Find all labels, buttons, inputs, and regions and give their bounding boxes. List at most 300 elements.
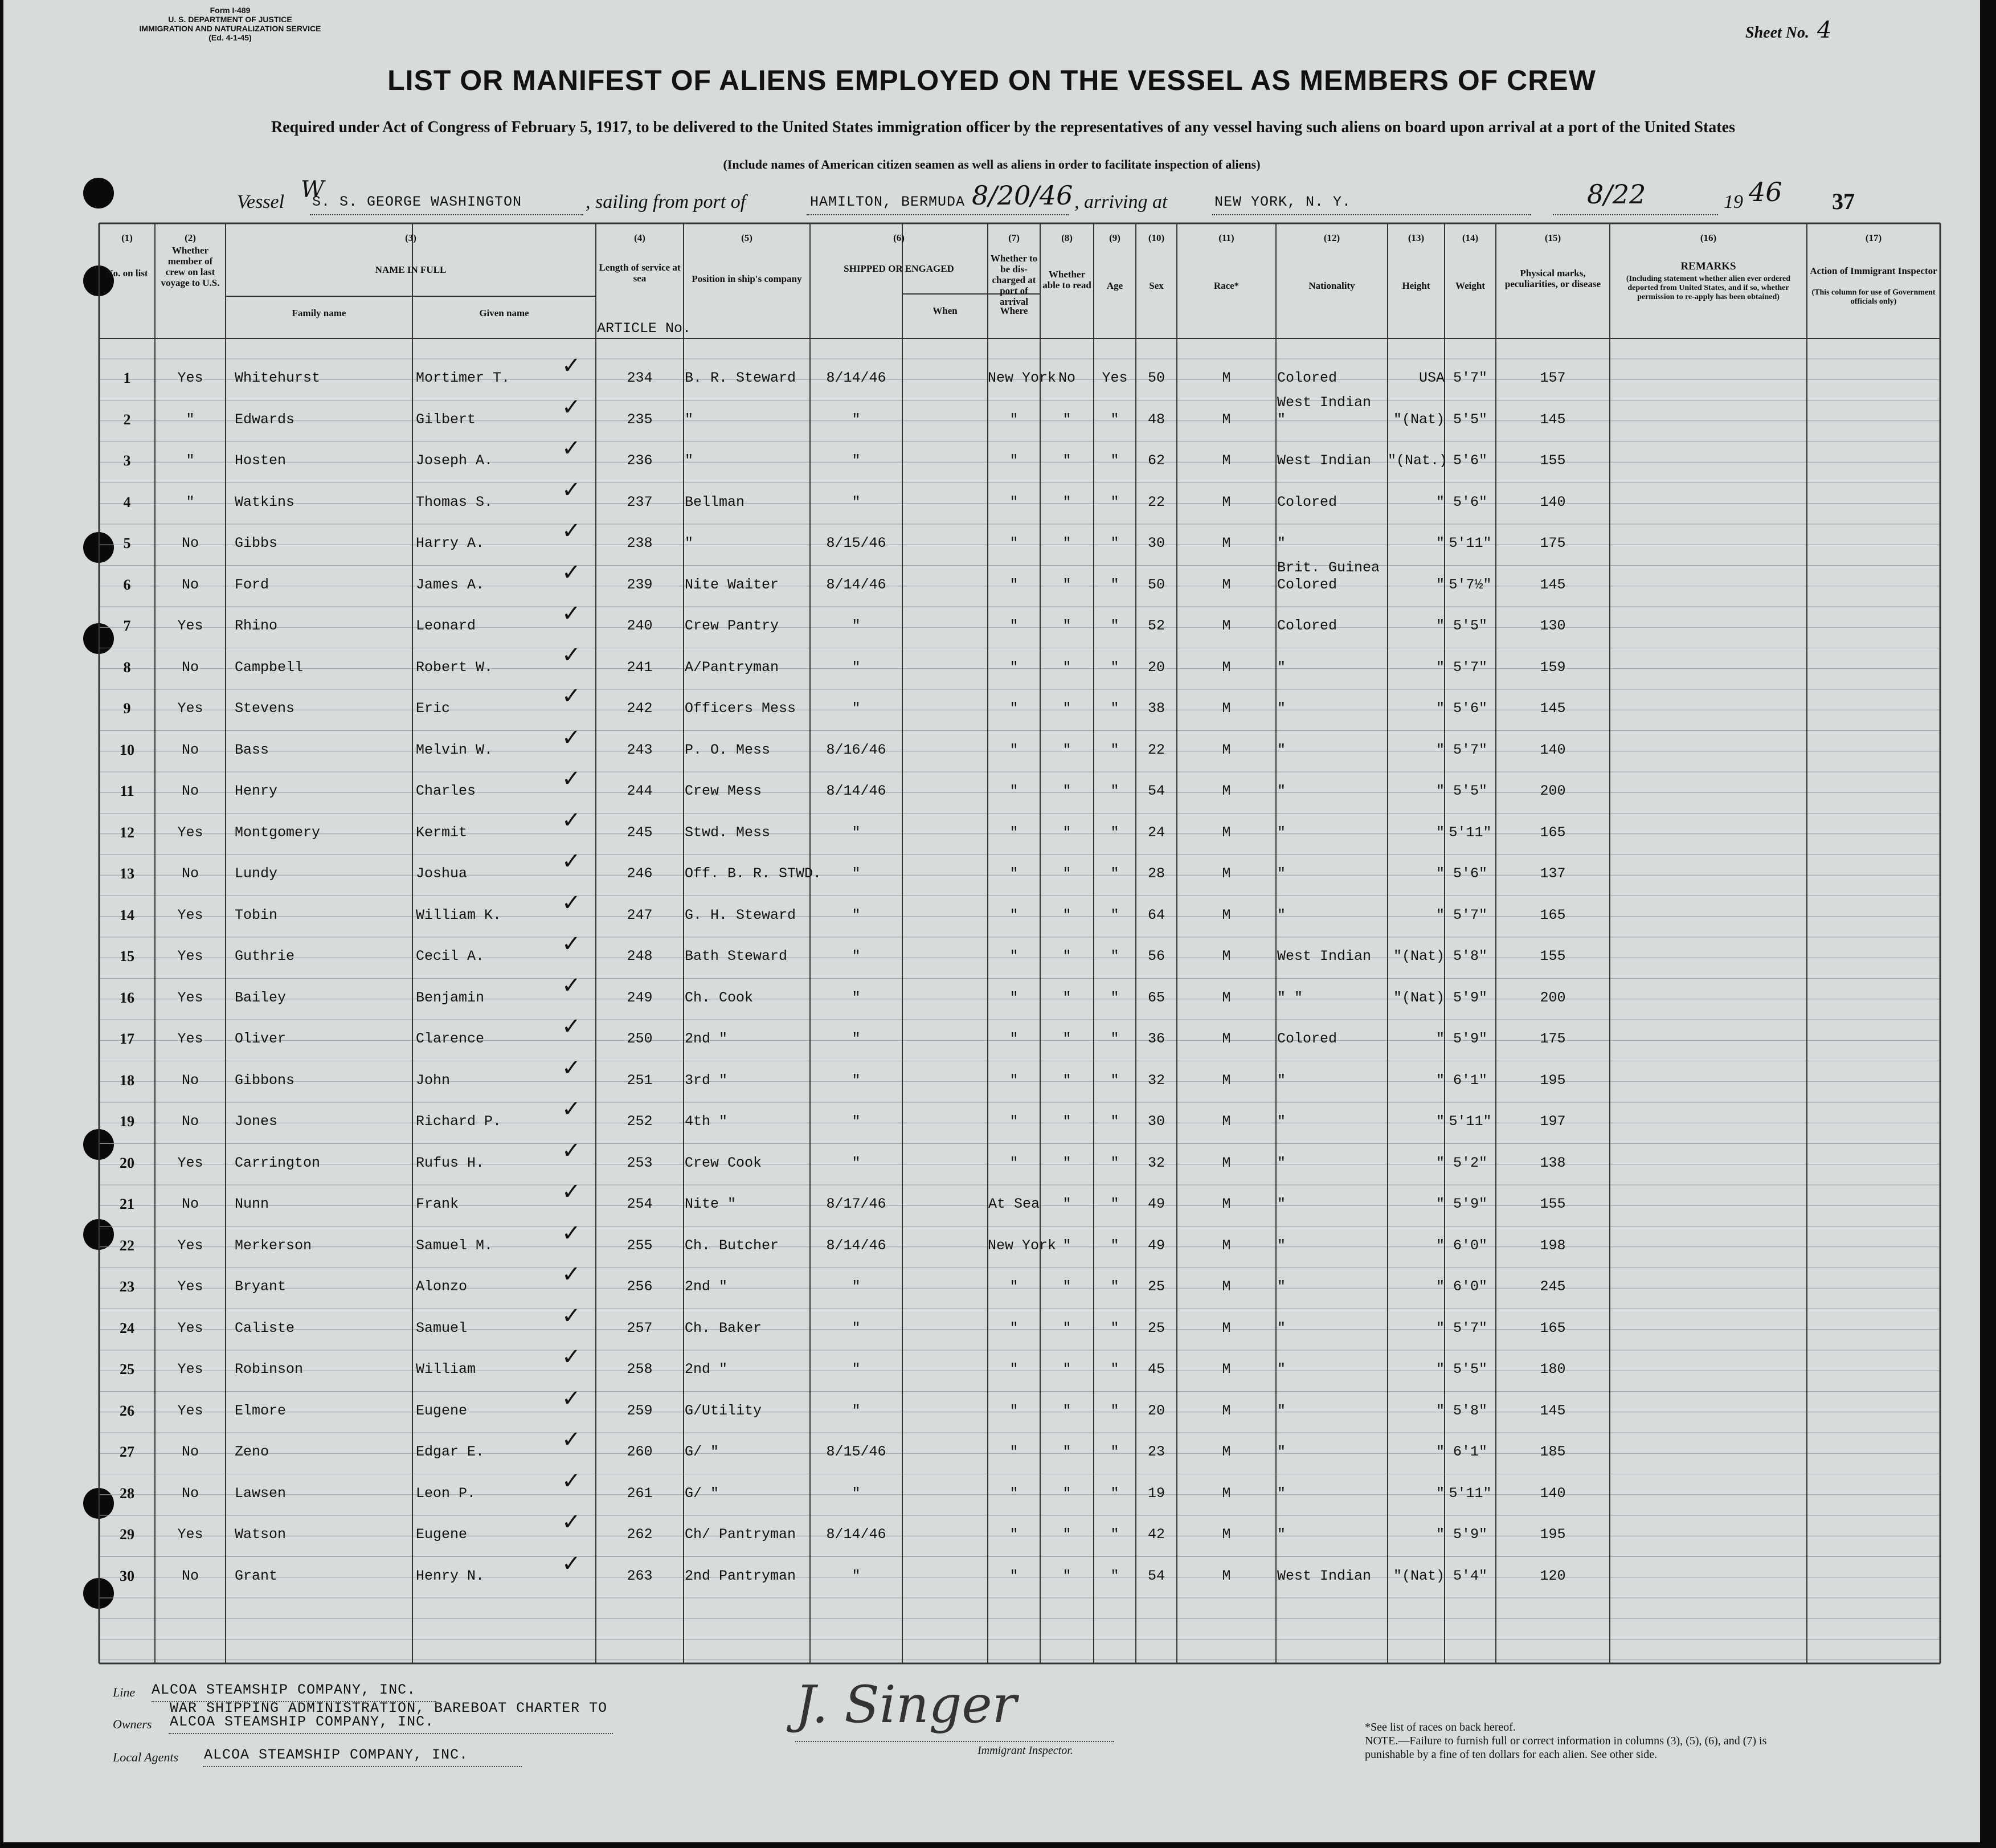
height: 5'7": [1453, 906, 1487, 923]
agents-label: Local Agents: [113, 1750, 179, 1764]
stamp-number: 37: [1832, 189, 1855, 214]
shipped-where: ": [1009, 783, 1019, 799]
able-to-read: ": [1110, 1444, 1119, 1460]
position: 2nd ": [685, 1278, 728, 1295]
discharged: ": [1062, 659, 1071, 676]
shipped-when: 8/14/46: [826, 370, 886, 386]
shipped-where: ": [1009, 452, 1019, 469]
column-header-c13: Height: [1402, 280, 1430, 291]
discharged: ": [1062, 1237, 1071, 1254]
height: 6'1": [1453, 1072, 1487, 1089]
footer-agents: [113, 1747, 469, 1765]
race: ": [1277, 741, 1286, 758]
shipped-when: ": [852, 1278, 861, 1295]
row-number: 2: [123, 411, 131, 428]
able-to-read: Yes: [1102, 370, 1128, 386]
check-mark-icon: ✓: [562, 1179, 581, 1205]
form-number: Form I-489: [210, 6, 251, 15]
agents-value: ALCOA STEAMSHIP COMPANY, INC.: [204, 1747, 469, 1763]
race-note: Brit. Guinea: [1277, 559, 1380, 576]
given-name: Gilbert: [416, 411, 476, 428]
given-name: Leonard: [416, 618, 476, 634]
position: ": [685, 411, 694, 428]
height: 5'7": [1453, 1319, 1487, 1336]
nationality: ": [1435, 824, 1445, 841]
shipped-when: ": [852, 1154, 861, 1171]
article-number: 255: [627, 1237, 653, 1254]
row-number: 5: [123, 535, 131, 551]
manifest-sheet: [3, 0, 1980, 1842]
article-number: 250: [627, 1031, 653, 1047]
race: West Indian: [1277, 1567, 1372, 1584]
given-name: Samuel: [416, 1319, 468, 1336]
family-name: Zeno: [235, 1444, 269, 1460]
family-name: Watson: [235, 1526, 287, 1543]
given-name: Eugene: [416, 1402, 468, 1419]
row-number: 11: [120, 783, 134, 799]
sailing-date: 8/20/46: [972, 180, 1073, 211]
weight: 145: [1540, 576, 1566, 593]
check-mark-icon: ✓: [562, 972, 581, 999]
sex: M: [1222, 1402, 1231, 1419]
able-to-read: ": [1110, 1031, 1119, 1047]
shipped-where: At Sea: [988, 1196, 1040, 1212]
last-voyage: No: [181, 659, 199, 676]
inspector-label: Immigrant Inspector.: [977, 1744, 1073, 1757]
row-number: 25: [120, 1361, 134, 1377]
weight: 137: [1540, 865, 1566, 882]
article-number: 260: [627, 1444, 653, 1460]
position: G. H. Steward: [685, 906, 796, 923]
position: Ch/ Pantryman: [685, 1526, 796, 1543]
sex: M: [1222, 1031, 1231, 1047]
age: 49: [1147, 1237, 1165, 1254]
able-to-read: ": [1110, 535, 1119, 551]
shipped-when: 8/17/46: [826, 1196, 886, 1212]
nationality: ": [1435, 659, 1445, 676]
able-to-read: ": [1110, 618, 1119, 634]
shipped-where: ": [1009, 1319, 1019, 1336]
column-note-remarks: (Including statement whether alien ever ordered deported from United States, and if so, whether permission to re-apply has been obtained): [1626, 275, 1791, 301]
weight: 185: [1540, 1444, 1566, 1460]
check-mark-icon: ✓: [562, 641, 581, 668]
shipped-where: ": [1009, 948, 1019, 964]
shipped-where: ": [1009, 493, 1019, 510]
nationality: ": [1435, 618, 1445, 634]
check-mark-icon: ✓: [562, 1426, 581, 1453]
sex: M: [1222, 1237, 1231, 1254]
height: 5'11": [1449, 1113, 1492, 1130]
race: Colored: [1277, 1031, 1338, 1047]
row-number: 20: [120, 1154, 134, 1171]
column-number: (13): [1408, 232, 1425, 243]
article-number: 262: [627, 1526, 653, 1543]
check-mark-icon: ✓: [562, 1054, 581, 1081]
age: 62: [1147, 452, 1165, 469]
position: Ch. Baker: [685, 1319, 762, 1336]
given-name: Benjamin: [416, 989, 485, 1006]
given-name: Charles: [416, 783, 476, 799]
shipped-when: 8/16/46: [826, 741, 886, 758]
last-voyage: Yes: [177, 1526, 203, 1543]
article-number: 246: [627, 865, 653, 882]
race: ": [1277, 659, 1286, 676]
row-number: 27: [120, 1444, 134, 1460]
position: G/Utility: [685, 1402, 762, 1419]
able-to-read: ": [1110, 1526, 1119, 1543]
family-name: Carrington: [235, 1154, 321, 1171]
discharged: ": [1062, 1113, 1071, 1130]
last-voyage: No: [181, 1113, 199, 1130]
race: Colored: [1277, 493, 1338, 510]
weight: 175: [1540, 535, 1566, 551]
nationality: "(Nat): [1393, 989, 1445, 1006]
family-name: Grant: [235, 1567, 278, 1584]
age: 36: [1147, 1031, 1165, 1047]
family-name: Whitehurst: [235, 370, 321, 386]
row-number: 8: [123, 659, 131, 676]
position: 2nd Pantryman: [685, 1567, 796, 1584]
height: 5'11": [1449, 1485, 1492, 1502]
nationality: "(Nat): [1393, 1567, 1445, 1584]
shipped-where: ": [1009, 1485, 1019, 1502]
shipped-when: ": [852, 948, 861, 964]
family-name: Gibbons: [235, 1072, 295, 1089]
nationality: ": [1435, 1278, 1445, 1295]
weight: 245: [1540, 1278, 1566, 1295]
row-number: 7: [123, 618, 131, 634]
height: 5'7": [1453, 741, 1487, 758]
discharged: ": [1062, 1485, 1071, 1502]
shipped-where: ": [1009, 659, 1019, 676]
sex: M: [1222, 865, 1231, 882]
able-to-read: ": [1110, 1278, 1119, 1295]
row-number: 24: [120, 1319, 134, 1336]
nationality: USA: [1418, 370, 1445, 386]
given-name: Eugene: [416, 1526, 468, 1543]
article-number: 244: [627, 783, 653, 799]
owners-label: Owners: [113, 1717, 152, 1731]
position: P. O. Mess: [685, 741, 771, 758]
family-name: Bailey: [235, 989, 287, 1006]
shipped-when: ": [852, 1319, 861, 1336]
last-voyage: Yes: [177, 1031, 203, 1047]
discharged: ": [1062, 906, 1071, 923]
family-name: Elmore: [235, 1402, 287, 1419]
article-number-label: ARTICLE No.: [597, 320, 692, 337]
article-number: 234: [627, 370, 653, 386]
shipped-where: ": [1009, 1278, 1019, 1295]
age: 52: [1147, 618, 1165, 634]
nationality: "(Nat): [1393, 411, 1445, 428]
race: ": [1277, 783, 1286, 799]
check-mark-icon: ✓: [562, 1467, 581, 1494]
arrival-port: NEW YORK, N. Y.: [1214, 194, 1352, 210]
check-mark-icon: ✓: [562, 889, 581, 916]
race: ": [1277, 1196, 1286, 1212]
age: 30: [1147, 1113, 1165, 1130]
height: 5'5": [1453, 783, 1487, 799]
nationality: ": [1435, 906, 1445, 923]
position: Crew Mess: [685, 783, 762, 799]
last-voyage: No: [181, 576, 199, 593]
able-to-read: ": [1110, 865, 1119, 882]
departure-port: HAMILTON, BERMUDA: [810, 194, 966, 210]
nationality: ": [1435, 1113, 1445, 1130]
sex: M: [1222, 659, 1231, 676]
discharged: ": [1062, 411, 1071, 428]
race: " ": [1277, 989, 1303, 1006]
column-header-c6: SHIPPED OR ENGAGED: [844, 263, 954, 274]
nationality: ": [1435, 1237, 1445, 1254]
column-number: (6): [893, 232, 905, 243]
family-name: Ford: [235, 576, 269, 593]
race: Colored: [1277, 576, 1338, 593]
height: 5'9": [1453, 1196, 1487, 1212]
position: G/ ": [685, 1485, 719, 1502]
race: ": [1277, 700, 1286, 717]
sex: M: [1222, 989, 1231, 1006]
check-mark-icon: ✓: [562, 1096, 581, 1122]
able-to-read: ": [1110, 1319, 1119, 1336]
row-number: 3: [123, 452, 131, 469]
race: ": [1277, 1526, 1286, 1543]
age: 32: [1147, 1154, 1165, 1171]
last-voyage: Yes: [177, 1319, 203, 1336]
age: 22: [1147, 741, 1165, 758]
weight: 165: [1540, 1319, 1566, 1336]
shipped-when: ": [852, 1031, 861, 1047]
position: Ch. Cook: [685, 989, 754, 1006]
nationality: "(Nat.): [1388, 452, 1448, 469]
inspector-signature: J. Singer: [795, 1675, 1017, 1735]
position: Nite Waiter: [685, 576, 779, 593]
weight: 155: [1540, 948, 1566, 964]
height: 5'8": [1453, 948, 1487, 964]
sex: M: [1222, 1196, 1231, 1212]
column-header-where: Where: [1000, 305, 1028, 316]
vessel-name: S. S. GEORGE WASHINGTON: [312, 194, 522, 210]
nationality: ": [1435, 1154, 1445, 1171]
nationality: ": [1435, 535, 1445, 551]
shipped-where: ": [1009, 1402, 1019, 1419]
last-voyage: No: [181, 783, 199, 799]
shipped-where: ": [1009, 1567, 1019, 1584]
given-name: Kermit: [416, 824, 468, 841]
position: Officers Mess: [685, 700, 796, 717]
nationality: ": [1435, 741, 1445, 758]
discharged: ": [1062, 1567, 1071, 1584]
column-header-given: Given name: [479, 308, 529, 318]
position: 2nd ": [685, 1031, 728, 1047]
race: ": [1277, 865, 1286, 882]
position: 2nd ": [685, 1361, 728, 1377]
shipped-where: ": [1009, 1072, 1019, 1089]
family-name: Watkins: [235, 493, 295, 510]
given-name: John: [416, 1072, 451, 1089]
column-header-when: When: [932, 305, 958, 316]
race: ": [1277, 1361, 1286, 1377]
sheet-number-value: 4: [1817, 17, 1832, 43]
row-number: 29: [120, 1526, 134, 1543]
row-number: 30: [120, 1567, 134, 1584]
shipped-when: 8/15/46: [826, 1444, 886, 1460]
race: ": [1277, 411, 1286, 428]
article-number: 249: [627, 989, 653, 1006]
given-name: William: [416, 1361, 476, 1377]
sex: M: [1222, 411, 1231, 428]
check-mark-icon: ✓: [562, 353, 581, 379]
given-name: Edgar E.: [416, 1444, 485, 1460]
shipped-when: ": [852, 906, 861, 923]
age: 25: [1147, 1319, 1165, 1336]
able-to-read: ": [1110, 1113, 1119, 1130]
shipped-when: 8/14/46: [826, 576, 886, 593]
row-number: 28: [120, 1485, 134, 1502]
row-number: 6: [123, 576, 131, 593]
last-voyage: No: [181, 1196, 199, 1212]
column-header-c15: Physical marks, peculiarities, or disease: [1504, 268, 1601, 289]
discharged: ": [1062, 1361, 1071, 1377]
sex: M: [1222, 370, 1231, 386]
given-name: James A.: [416, 576, 485, 593]
discharged: ": [1062, 1444, 1071, 1460]
age: 32: [1147, 1072, 1165, 1089]
column-note-action: (This column for use of Government officials only): [1811, 288, 1936, 306]
position: G/ ": [685, 1444, 719, 1460]
sex: M: [1222, 618, 1231, 634]
height: 5'7½": [1449, 576, 1492, 593]
weight: 175: [1540, 1031, 1566, 1047]
nationality: "(Nat): [1393, 948, 1445, 964]
shipped-where: ": [1009, 989, 1019, 1006]
age: 28: [1147, 865, 1165, 882]
shipped-when: ": [852, 1567, 861, 1584]
family-name: Merkerson: [235, 1237, 312, 1254]
able-to-read: ": [1110, 1485, 1119, 1502]
able-to-read: ": [1110, 948, 1119, 964]
sex: M: [1222, 1567, 1231, 1584]
shipped-when: ": [852, 1361, 861, 1377]
height: 5'9": [1453, 1031, 1487, 1047]
shipped-where: ": [1009, 1113, 1019, 1130]
check-mark-icon: ✓: [562, 766, 581, 792]
vessel-label: Vessel: [237, 191, 285, 212]
weight: 145: [1540, 700, 1566, 717]
age: 50: [1147, 576, 1165, 593]
column-number: (2): [185, 232, 196, 243]
family-name: Gibbs: [235, 535, 278, 551]
sex: M: [1222, 1113, 1231, 1130]
nationality: ": [1435, 1361, 1445, 1377]
family-name: Montgomery: [235, 824, 321, 841]
owners-line-2: ALCOA STEAMSHIP COMPANY, INC.: [170, 1714, 435, 1730]
able-to-read: ": [1110, 1237, 1119, 1254]
fine-note: NOTE.—Failure to furnish full or correct information in columns (3), (5), (6), and (7) is punishable by a fine of ten dollars for each alien. See other side.: [1365, 1735, 1767, 1761]
able-to-read: ": [1110, 783, 1119, 799]
sex: M: [1222, 824, 1231, 841]
given-name: Mortimer T.: [416, 370, 510, 386]
weight: 140: [1540, 493, 1566, 510]
given-name: Thomas S.: [416, 493, 493, 510]
last-voyage: Yes: [177, 1154, 203, 1171]
service-name: IMMIGRATION AND NATURALIZATION SERVICE: [139, 24, 321, 33]
discharged: ": [1062, 576, 1071, 593]
row-number: 9: [123, 700, 131, 717]
family-name: Jones: [235, 1113, 278, 1130]
nationality: ": [1435, 1444, 1445, 1460]
nationality: ": [1435, 576, 1445, 593]
able-to-read: ": [1110, 700, 1119, 717]
weight: 165: [1540, 824, 1566, 841]
column-number: (15): [1544, 232, 1561, 243]
age: 49: [1147, 1196, 1165, 1212]
sex: M: [1222, 783, 1231, 799]
last-voyage: Yes: [177, 370, 203, 386]
able-to-read: ": [1110, 576, 1119, 593]
family-name: Guthrie: [235, 948, 295, 964]
nationality: ": [1435, 1031, 1445, 1047]
height: 5'11": [1449, 535, 1492, 551]
sex: M: [1222, 1278, 1231, 1295]
shipped-where: New York: [988, 1237, 1057, 1254]
family-name: Rhino: [235, 618, 278, 634]
sex: M: [1222, 1361, 1231, 1377]
weight: 165: [1540, 906, 1566, 923]
article-number: 247: [627, 906, 653, 923]
shipped-where: New York: [988, 370, 1057, 386]
last-voyage: ": [186, 452, 195, 469]
article-number: 258: [627, 1361, 653, 1377]
shipped-where: ": [1009, 865, 1019, 882]
last-voyage: No: [181, 741, 199, 758]
column-header-c16: REMARKS: [1680, 260, 1736, 272]
article-number: 238: [627, 535, 653, 551]
nationality: ": [1435, 700, 1445, 717]
age: 30: [1147, 535, 1165, 551]
row-number: 1: [123, 370, 131, 386]
row-number: 21: [120, 1196, 134, 1212]
page-title: LIST OR MANIFEST OF ALIENS EMPLOYED ON THE VESSEL AS MEMBERS OF CREW: [387, 64, 1596, 96]
height: 6'1": [1453, 1444, 1487, 1460]
given-name: Melvin W.: [416, 741, 493, 758]
able-to-read: ": [1110, 1361, 1119, 1377]
discharged: ": [1062, 989, 1071, 1006]
last-voyage: No: [181, 1444, 199, 1460]
check-mark-icon: ✓: [562, 435, 581, 461]
weight: 197: [1540, 1113, 1566, 1130]
sex: M: [1222, 948, 1231, 964]
family-name: Lundy: [235, 865, 278, 882]
shipped-when: 8/14/46: [826, 1526, 886, 1543]
column-number: (17): [1865, 232, 1882, 243]
shipped-when: ": [852, 700, 861, 717]
vessel-mark: W: [301, 177, 325, 203]
article-number: 253: [627, 1154, 653, 1171]
age: 45: [1147, 1361, 1165, 1377]
age: 20: [1147, 1402, 1165, 1419]
given-name: William K.: [416, 906, 502, 923]
check-mark-icon: ✓: [562, 1509, 581, 1535]
shipped-when: ": [852, 659, 861, 676]
age: 42: [1147, 1526, 1165, 1543]
age: 22: [1147, 493, 1165, 510]
height: 5'7": [1453, 370, 1487, 386]
check-mark-icon: ✓: [562, 1344, 581, 1370]
column-number: (16): [1700, 232, 1717, 243]
races-note: *See list of races on back hereof.: [1365, 1721, 1516, 1733]
able-to-read: ": [1110, 1402, 1119, 1419]
